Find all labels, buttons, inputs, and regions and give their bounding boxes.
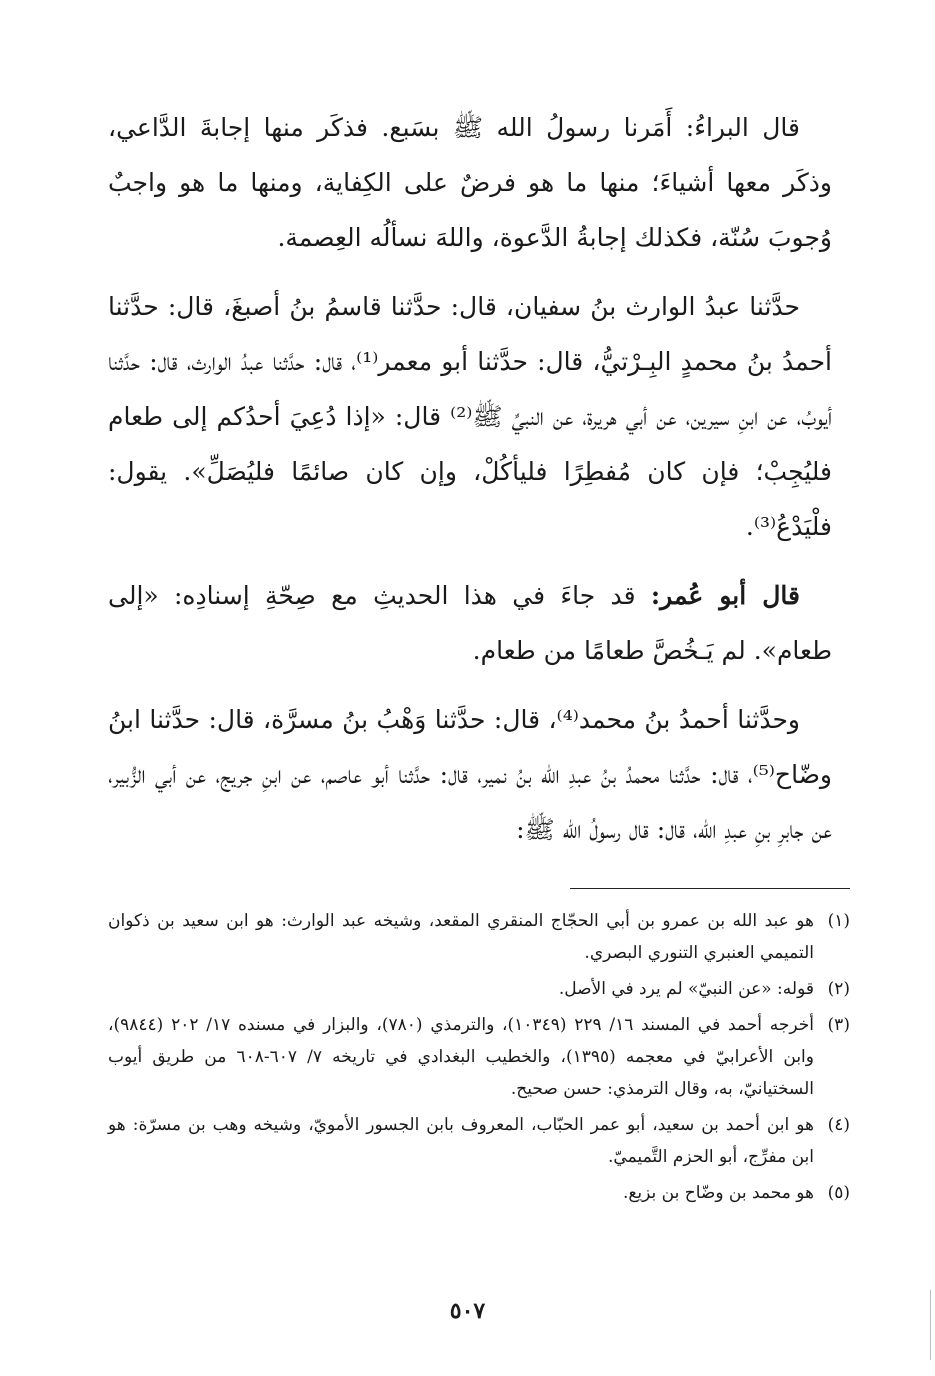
footnote-4 xyxy=(108,1109,850,1173)
paragraph-1-text: قال البراءُ: أَمَرنا رسولُ الله ﷺ بسَبع. فذكَر منها إجابةَ الدَّاعي، وذكَر معها أشياءَ؛ منها ما هو فرضٌ على الكِفاية، ومنها ما هو واجبٌ وُجوبَ سُنّة، فكذلك إجابةُ الدَّعوة، واللهَ نسألُه العِصمة. xyxy=(108,113,832,252)
footnote-text: هو محمد بن وضّاح بن بزيع. xyxy=(622,1183,814,1203)
footnote-number: (١) xyxy=(827,911,850,931)
page-number: ٥٠٧ xyxy=(449,1298,486,1324)
paragraph-2-text: حدَّثنا عبدُ الوارث بنُ سفيان، قال: حدَّثنا قاسمُ بنُ أصبغَ، قال: حدَّثنا أحمدُ بنُ محمدٍ البِـرْتيُّ، قال: حدَّثنا أبو معمر⁽¹⁾، قال: حدَّثنا عبدُ الوارث، قال: حدَّثنا أيوبُ، عن ابنِ سيرين، عن أبي هريرة، عن النبيِّ ﷺ⁽²⁾ قال: «إذا دُعِيَ أحدُكم إلى طعام فليُجِبْ؛ فإن كان مُفطِرًا فليأكُلْ، وإن كان صائمًا فليُصَلِّ». يقول: فلْيَدْعُ⁽³⁾. xyxy=(108,292,833,541)
paragraph-3-text: قد جاءَ في هذا الحديثِ مع صِحّةِ إسنادِه: «إلى طعام». لم يَـخُصَّ طعامًا من طعام. xyxy=(108,581,832,665)
footnote-number: (٣) xyxy=(827,1015,850,1035)
footnote-number: (٢) xyxy=(827,979,850,999)
footnote-text: هو ابن أحمد بن سعيد، أبو عمر الحبّاب، المعروف بابن الجسور الأمويّ، وشيخه وهب بن مسرّة: هو ابن مفرِّج، أبو الحزم التَّميميّ. xyxy=(108,1115,814,1167)
footnote-3 xyxy=(108,1009,850,1105)
footnote-1 xyxy=(108,905,850,969)
paragraph-4-text: وحدَّثنا أحمدُ بنُ محمد⁽⁴⁾، قال: حدَّثنا وَهْبُ بنُ مسرَّة، قال: حدَّثنا ابنُ وضّاح⁽⁵⁾، قال: حدَّثنا محمدُ بنُ عبدِ الله بنُ نمير، قال: حدَّثنا أبو عاصم، عن ابنِ جريج، عن أبي الزُّبير، عن جابرِ بنِ عبدِ الله، قال: قال رسولُ الله ﷺ: xyxy=(108,705,832,844)
footnote-separator xyxy=(570,888,850,889)
footnote-text: أخرجه أحمد في المسند ١٦/ ٢٢٩ (١٠٣٤٩)، والترمذي (٧٨٠)، والبزار في مسنده ١٧/ ٢٠٢ (٩٨٤٤)، وابن الأعرابيّ في معجمه (١٣٩٥)، والخطيب البغدادي في تاريخه ٧/ ٦٠٧-٦٠٨ من طريق أيوب السختيانيّ، به، وقال الترمذي: حسن صحيح. xyxy=(108,1015,814,1099)
paragraph-2 xyxy=(108,279,832,554)
footnote-2 xyxy=(108,973,850,1005)
footnote-number: (٤) xyxy=(827,1115,850,1135)
main-text xyxy=(108,100,832,871)
paragraph-3-lead: قال أبو عُمر: xyxy=(650,581,800,610)
footnotes xyxy=(108,905,850,1213)
paragraph-1 xyxy=(108,100,832,265)
paragraph-3 xyxy=(108,568,832,678)
footnote-text: هو عبد الله بن عمرو بن أبي الحجّاج المنقري المقعد، وشيخه عبد الوارث: هو ابن سعيد بن ذكوان التميمي العنبري التنوري البصري. xyxy=(108,911,814,963)
paragraph-4 xyxy=(108,692,832,857)
footnote-number: (٥) xyxy=(827,1183,850,1203)
footnote-text: قوله: «عن النبيّ» لم يرد في الأصل. xyxy=(558,979,814,999)
scan-edge-mark xyxy=(930,1290,931,1360)
footnote-5 xyxy=(108,1177,850,1209)
